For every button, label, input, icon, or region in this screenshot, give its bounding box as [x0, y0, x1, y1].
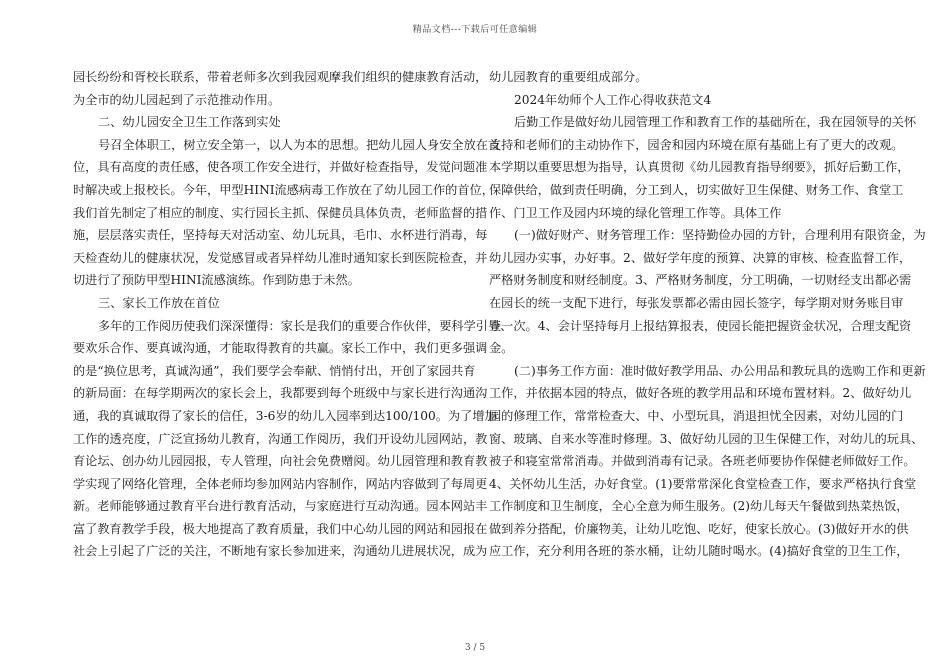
text-line: 支持和老师们的主动协作下，园舍和园内环境在原有基础上有了更大的改观。 [489, 137, 904, 152]
text-line: 严格财务制度和财经制度。3、严格财务制度，分工明确，一切财经支出都必需 [489, 273, 912, 288]
text-line: 育论坛、创办幼儿园园报，专人管理，向社会免费赠阅。幼儿园管理和教育教 [73, 454, 488, 469]
text-line: 多年的工作阅历使我们深深懂得：家长是我们的重要合作伙伴，要科学引导、 [98, 318, 513, 333]
text-line: 为全市的幼儿园起到了示范推动作用。 [73, 92, 281, 107]
text-line: 保障供给，做到责任明确，分工到人，切实做好卫生保健、财务工作、食堂工 [489, 182, 904, 197]
text-line: 在园长的统一支配下进行，每张发票都必需由园长签字，每学期对财务账目审 [489, 295, 904, 310]
text-line: 二、幼儿园安全卫生工作落到实处 [98, 115, 281, 130]
text-line: 通，我的真诚取得了家长的信任，3-6岁的幼儿入园率到达100/100。为了增加 [73, 408, 497, 423]
text-line: 幼儿园教育的重要组成部分。 [489, 70, 648, 84]
text-line: 4、关怀幼儿生活，办好食堂。(1)要常常深化食堂检查工作，要求严格执行食堂 [489, 476, 917, 491]
text-line: 三、家长工作放在首位 [98, 295, 220, 310]
page-header: 精品文档---下载后可任意编辑 [412, 25, 538, 35]
text-line: 查一次。4、会计坚持每月上报结算报表，使园长能把握资金状况，合理支配资 [489, 318, 912, 333]
left-text-column [73, 66, 513, 563]
text-line: (二)事务工作方面：准时做好教学用品、办公用品和教玩具的选购工作和更新 [514, 363, 926, 378]
text-line: 位，具有高度的责任感，使各项工作安全进行，并做好检查指导，发觉问题准 [73, 160, 488, 175]
text-line: 窗、玻璃、自来水等准时修理。3、做好幼儿园的卫生保健工作，对幼儿的玩具、 [489, 431, 924, 446]
text-line: 工作的透亮度，广泛宣扬幼儿教育，沟通工作阅历，我们开设幼儿园网站，教 [73, 431, 488, 446]
text-line: 的是“换位思考，真诚沟通”，我们要学会奉献、悄悄付出，开创了家园共育 [73, 363, 476, 378]
text-line: 作、门卫工作及园内环境的绿化管理工作等。具体工作 [489, 205, 782, 220]
text-line: 工作制度和卫生制度，全心全意为师生服务。(2)幼儿每天午餐做到热菜热饭， [489, 499, 909, 514]
text-line: 工作，并依据本园的特点，做好各班的教学用品和环境布置材料。2、做好幼儿 [489, 386, 912, 401]
text-line: 幼儿园办实事，办好事。2、做好学年度的预算、决算的审核、检查监督工作， [489, 250, 912, 265]
text-line: 号召全体职工，树立安全第一，以人为本的思想。把幼儿园人身安全放在首 [98, 137, 501, 152]
text-line: 后勤工作是做好幼儿园管理工作和教育工作的基础所在，我在园领导的关怀 [514, 115, 917, 130]
text-line: 新。老师能够通过教育平台进行教育活动，与家庭进行互动沟通。园本网站丰 [73, 499, 488, 514]
text-line: 学实现了网络化管理，全体老师均参加网站内容制作，网站内容做到了每周更 [73, 476, 488, 491]
page-number: 3 / 5 [464, 643, 486, 653]
text-line: 园长纷纷和胥校长联系，带着老师多次到我园观摩我们组织的健康教育活动， [73, 70, 488, 84]
text-line: (一)做好财产、财务管理工作：坚持勤俭办园的方针，合理利用有限资金，为 [514, 228, 926, 243]
text-line: 的新局面：在每学期两次的家长会上，我都要到每个班级中与家长进行沟通沟 [73, 386, 488, 401]
text-line: 切进行了预防甲型HINI流感演练。作到防患于未然。 [73, 273, 360, 288]
text-line: 金。 [489, 341, 514, 356]
text-line: 2024年幼师个人工作心得收获范文4 [514, 92, 712, 107]
text-line: 做到养分搭配，价廉物美，让幼儿吃饱、吃好，使家长放心。(3)做好开水的供 [489, 521, 909, 536]
text-line: 我们首先制定了相应的制度、实行园长主抓、保健员具体负责，老师监督的措 [73, 205, 488, 220]
text-line: 应工作，充分利用各班的茶水桶，让幼儿随时喝水。(4)搞好食堂的卫生工作， [489, 544, 909, 559]
text-line: 施，层层落实责任，坚持每天对活动室、幼儿玩具，毛巾、水杯进行消毒，每 [73, 228, 488, 243]
text-line: 园的修理工作，常常检查大、中、小型玩具，消退担忧全因素，对幼儿园的门 [489, 408, 904, 423]
text-line: 天检查幼儿的健康状况，发觉感冒或者异样幼儿准时通知家长到医院检查，并 [73, 250, 488, 265]
right-text-column [489, 66, 926, 563]
text-line: 被子和寝室常常消毒。并做到消毒有记录。各班老师要协作保健老师做好工作。 [489, 454, 916, 469]
text-line: 本学期以重要思想为指导，认真贯彻《幼儿园教育指导纲要》，抓好后勤工作， [489, 160, 910, 175]
text-line: 要欢乐合作、要真诚沟通，才能取得教育的共赢。家长工作中，我们更多强调 [73, 341, 488, 356]
text-line: 社会上引起了广泛的关注，不断地有家长参加进来，沟通幼儿进展状况，成为 [73, 544, 488, 559]
text-line: 富了教育教学手段，极大地提高了教育质量，我们中心幼儿园的网站和园报在 [73, 521, 488, 536]
text-line: 时解决或上报校长。今年，甲型HINI流感病毒工作放在了幼儿园工作的首位， [73, 182, 494, 197]
